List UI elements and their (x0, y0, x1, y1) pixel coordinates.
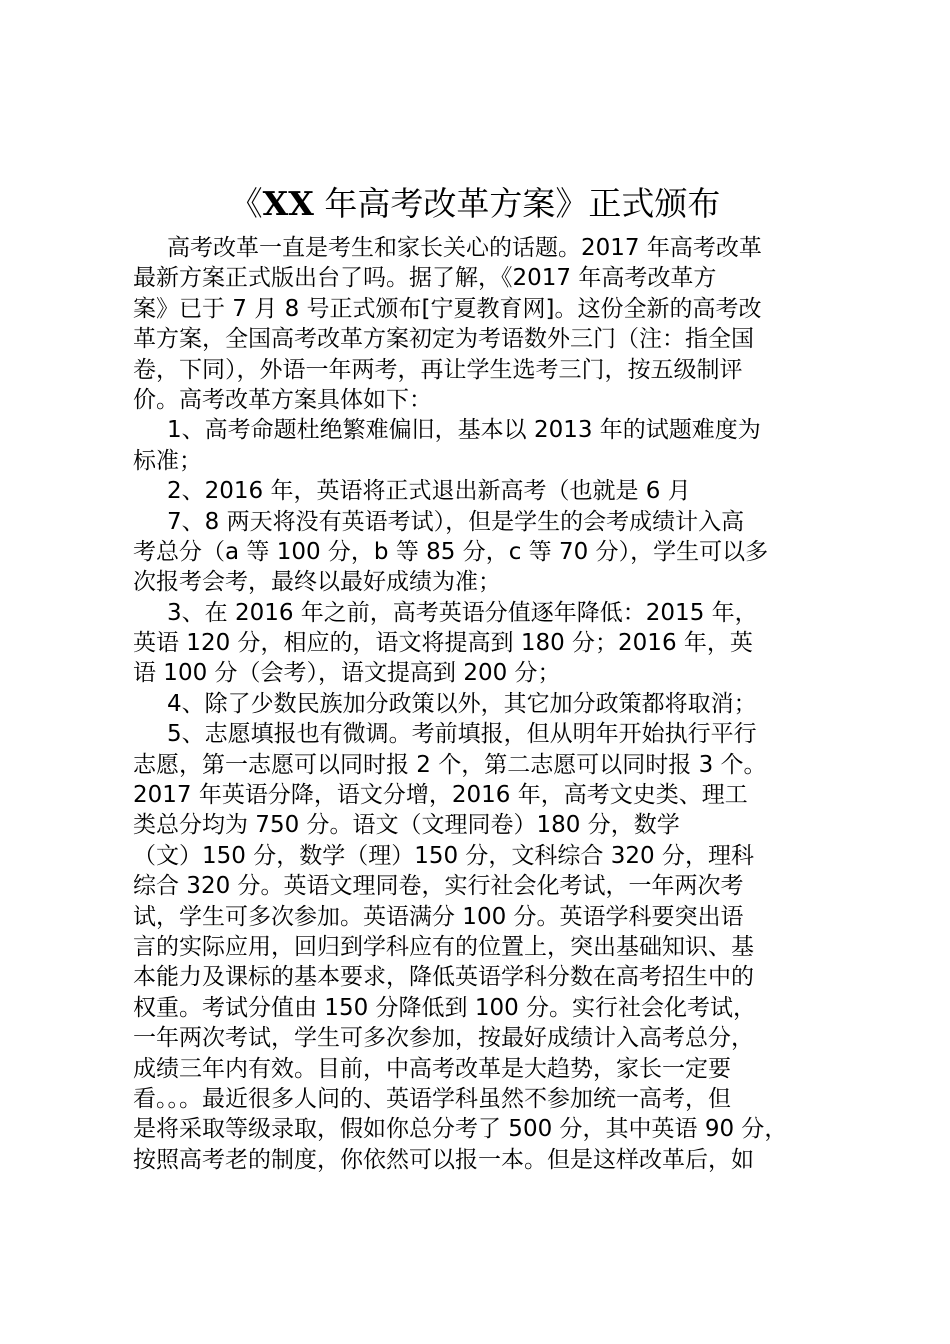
document-title (0, 180, 950, 228)
body-line: 价。高考改革方案具体如下： (133, 386, 432, 413)
body-line: 卷，下同），外语一年两考，再让学生选考三门，按五级制评 (133, 356, 743, 383)
body-line: 英语 120 分，相应的，语文将提高到 180 分；2016 年，英 (133, 630, 753, 657)
body-line: 综合 320 分。英语文理同卷，实行社会化考试，一年两次考 (133, 873, 744, 900)
body-line: 本能力及课标的基本要求，降低英语学科分数在高考招生中的 (133, 964, 754, 991)
body-line: 案》已于 7 月 8 号正式颁布[宁夏教育网]。这份全新的高考改 (133, 295, 762, 322)
body-line: 言的实际应用，回归到学科应有的位置上，突出基础知识、基 (133, 933, 754, 960)
body-line: 是将采取等级录取，假如你总分考了 500 分，其中英语 90 分， (133, 1116, 788, 1143)
body-line: 最新方案正式版出台了吗。据了解，《2017 年高考改革方 (133, 265, 717, 292)
body-line: 权重。考试分值由 150 分降低到 100 分。实行社会化考试， (133, 994, 757, 1021)
document-body (133, 233, 833, 1175)
body-line: 7、8 两天将没有英语考试），但是学生的会考成绩计入高 (167, 508, 745, 535)
body-line: 高考改革一直是考生和家长关心的话题。2017 年高考改革 (167, 235, 762, 261)
body-line: 1、高考命题杜绝繁难偏旧，基本以 2013 年的试题难度为 (167, 417, 761, 444)
body-line: 类总分均为 750 分。语文（文理同卷）180 分，数学 (133, 812, 680, 839)
body-line: 一年两次考试，学生可多次参加，按最好成绩计入高考总分， (133, 1025, 754, 1052)
body-line: 次报考会考，最终以最好成绩为准； (133, 569, 501, 596)
body-line: 成绩三年内有效。目前，中高考改革是大趋势，家长一定要 (133, 1055, 731, 1082)
body-line: 按照高考老的制度，你依然可以报一本。但是这样改革后，如 (133, 1146, 754, 1173)
body-line: 革方案，全国高考改革方案初定为考语数外三门（注：指全国 (133, 326, 754, 353)
body-line: 标准； (133, 447, 202, 474)
body-line: 2017 年英语分降，语文分增，2016 年，高考文史类、理工 (133, 782, 748, 809)
body-line: （文）150 分，数学（理）150 分，文科综合 320 分，理科 (133, 842, 754, 869)
body-line: 2、2016 年，英语将正式退出新高考（也就是 6 月 (167, 478, 691, 505)
body-line: 看。。。最近很多人问的、英语学科虽然不参加统一高考，但 (133, 1085, 731, 1112)
body-line: 3、在 2016 年之前，高考英语分值逐年降低：2015 年， (167, 599, 758, 626)
title-rest: 年高考改革方案》正式颁布 (313, 184, 721, 223)
body-line: 试，学生可多次参加。英语满分 100 分。英语学科要突出语 (133, 903, 744, 930)
title-open-bracket: 《 (229, 184, 263, 223)
title-latin: XX (262, 184, 314, 223)
body-line: 4、除了少数民族加分政策以外，其它加分政策都将取消； (167, 690, 757, 717)
body-line: 5、志愿填报也有微调。考前填报，但从明年开始执行平行 (167, 721, 757, 748)
body-line: 志愿，第一志愿可以同时报 2 个，第二志愿可以同时报 3 个。 (133, 751, 767, 778)
body-line: 语 100 分（会考），语文提高到 200 分； (133, 660, 561, 687)
body-line: 考总分（a 等 100 分，b 等 85 分，c 等 70 分），学生可以多 (133, 538, 769, 565)
